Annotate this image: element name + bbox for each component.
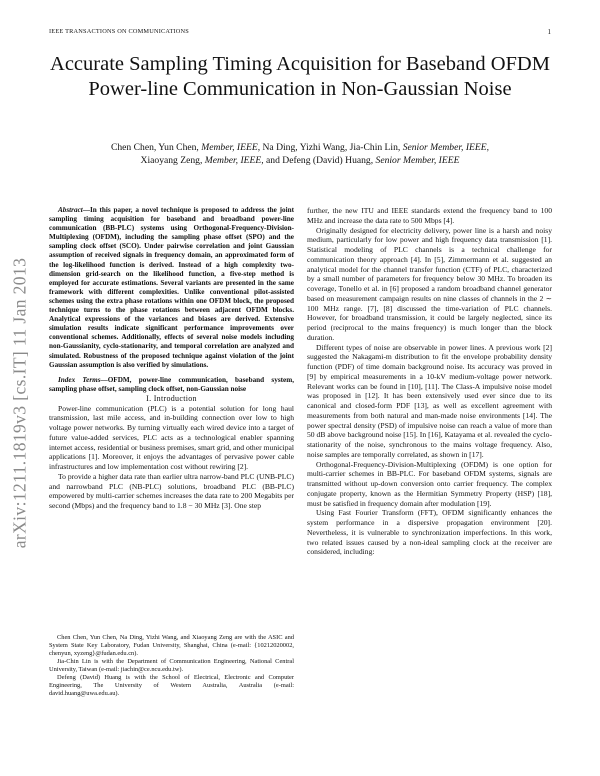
body-paragraph: Originally designed for electricity delivery, power line is a harsh and noisy medium, particularly for low power and high frequency data transmission [1]. Statistical modeling of PLC channels is a technical challenge for communication theory approach [4]. In [5], Zimmermann et al. suggested an analytical model for the channel transfer function (CTF) of PLC, characterized by a small number of parameters for frequency below 30 MHz. To broaden its coverage, Tonello et al. in [6] proposed a random broadband channel generator based on measurement campaign results on nine classes of channels in the 2 ∼ 100 MHz range. [7], [8] discussed the time-variation of PLC channels. However, for broadband transmission, it could be largely neglected, since its period (reciprocal to the mains frequency) is much longer than the block duration.	[307, 225, 552, 342]
footnote: Chen Chen, Yun Chen, Na Ding, Yizhi Wang, and Xiaoyang Zeng are with the ASIC and System State Key Laboratory, Fudan University, Shanghai, China (e-mail: {10212020002, chenyun, xyzeng}@fudan.edu.cn).	[49, 634, 294, 657]
body-paragraph: Orthogonal-Frequency-Division-Multiplexing (OFDM) is one option for multi-carrier schemes in BB-PLC. For baseband OFDM systems, signals are transmitted without up-down conversion onto carrier frequency. The complex conjugate property, known as the Hermitian Symmetry Property (HSP) [18], must be satisfied in frequency domain after modulation [19].	[307, 459, 552, 508]
author-membership: Senior Member, IEEE,	[402, 142, 490, 153]
author-names: Na Ding, Yizhi Wang, Jia-Chin Lin,	[260, 142, 403, 153]
left-column	[49, 206, 294, 511]
body-paragraph: Power-line communication (PLC) is a potential solution for long haul transmission, last mile access, and in-building connection over low to high voltage power networks. By turning virtually each wired device into a target of future value-added services, PLC acts as a technological enabler spanning internet access, residential or business premises, smart grid, and other municipal applications [1]. Moreover, it enjoys the advantages of pervasive power cable infrastructures and low implementation cost without rewiring [2].	[49, 403, 294, 472]
page-number: 1	[547, 28, 551, 36]
index-terms-text: —OFDM, power-line communication, baseband system, sampling phase offset, sampling clock offset, non-Gaussian noise	[49, 375, 294, 393]
author-membership: Member, IEEE,	[201, 142, 261, 153]
affiliation-footnotes	[49, 634, 294, 698]
author-membership: Member, IEEE,	[204, 154, 264, 166]
right-column	[307, 206, 552, 557]
author-names: Xiaoyang Zeng,	[140, 154, 205, 166]
body-paragraph: further, the new ITU and IEEE standards extend the frequency band to 100 MHz and increase the data rate to 500 Mbps [4].	[307, 206, 552, 225]
author-names: and Defeng (David) Huang,	[263, 154, 376, 166]
running-header: IEEE TRANSACTIONS ON COMMUNICATIONS	[49, 28, 189, 35]
author-membership: Senior Member, IEEE	[375, 154, 460, 166]
author-list	[40, 142, 560, 167]
index-terms-label: Index Terms	[58, 375, 101, 384]
abstract-label: Abstract	[58, 206, 83, 214]
author-names: Chen Chen, Yun Chen,	[110, 142, 202, 153]
arxiv-identifier: arXiv:1211.1819v3 [cs.IT] 11 Jan 2013	[9, 257, 30, 549]
arxiv-stamp	[5, 183, 35, 623]
body-paragraph: Different types of noise are observable in power lines. A previous work [2] suggested the Nakagami-m distribution to fit the envelope probability density function (PDF) of time domain background noise. Its accuracy was proved in [9] by empirical measurements in a 10-kV medium-voltage power network. Relevant works can be found in [10], [11]. The Class-A impulsive noise model was proposed in [12]. It has been extensively used ever since due to its canonical and closed-form PDF [13], as well as excellent agreement with measurements from both natural and man-made noise environments [14]. The power spectral density (PSD) of impulsive noise can reach a value of more than 50 dB above background noise [15]. In [16], Katayama et al. revealed the cyclo-stationarity of the noise, synchronous to the mains voltage frequency. Also, noise samples are temporally correlated, as shown in [17].	[307, 342, 552, 459]
footnote: Defeng (David) Huang is with the School of Electrical, Electronic and Computer Engineering, The University of Western Australia, Australia (e-mail: david.huang@uwa.edu.au).	[49, 674, 294, 697]
paper-title: Accurate Sampling Timing Acquisition for Baseband OFDM Power-line Communication in Non-Gaussian Noise	[50, 53, 550, 100]
abstract	[49, 206, 294, 370]
abstract-text: —In this paper, a novel technique is proposed to address the joint sampling timing acquisition for baseband and broadband power-line communication (BB-PLC) systems using Orthogonal-Frequency-Division-Multiplexing (OFDM), including the sampling phase offset (SPO) and the sampling clock offset (SCO). Under pairwise correlation and joint Gaussian assumption of received signals in frequency domain, an approximated form of the log-likelihood function is derived. Instead of a high complexity two-dimension grid-search on the likelihood function, a five-step method is employed for accurate estimations. Several variants are presented in the same framework with different complexities. Unlike conventional pilot-assisted schemes using the extra phase rotations within one OFDM block, the proposed technique turns to the phase rotations between adjacent OFDM blocks. Analytical expressions of the variances and biases are derived. Extensive simulation results indicate significant performance improvements over conventional schemes. Additionally, effects of several noise models including non-Gaussianity, cyclo-stationarity, and temporal correlation are analyzed and simulated. Robustness of the proposed technique against violation of the joint Gaussian assumption is also verified by simulations.	[49, 206, 294, 369]
body-paragraph: Using Fast Fourier Transform (FFT), OFDM significantly enhances the system performance in a dispersive propagation environment [20]. Nevertheless, it is vulnerable to synchronization imperfections. In this work, two related issues caused by a non-ideal sampling clock at the receiver are considered, including:	[307, 508, 552, 557]
footnote: Jia-Chin Lin is with the Department of Communication Engineering, National Central University, Taiwan (e-mail: jiachin@ce.ncu.edu.tw).	[49, 658, 294, 673]
index-terms	[49, 376, 294, 394]
body-paragraph: To provide a higher data rate than earlier ultra narrow-band PLC (UNB-PLC) and narrowband PLC (NB-PLC) solutions, broadband PLC (BB-PLC) empowered by multi-carrier schemes increases the data rate to 200 Megabits per second (Mbps) and the frequency band to 1.8 − 30 MHz [3]. One step	[49, 471, 294, 511]
section-heading: I. Introduction	[146, 393, 197, 403]
